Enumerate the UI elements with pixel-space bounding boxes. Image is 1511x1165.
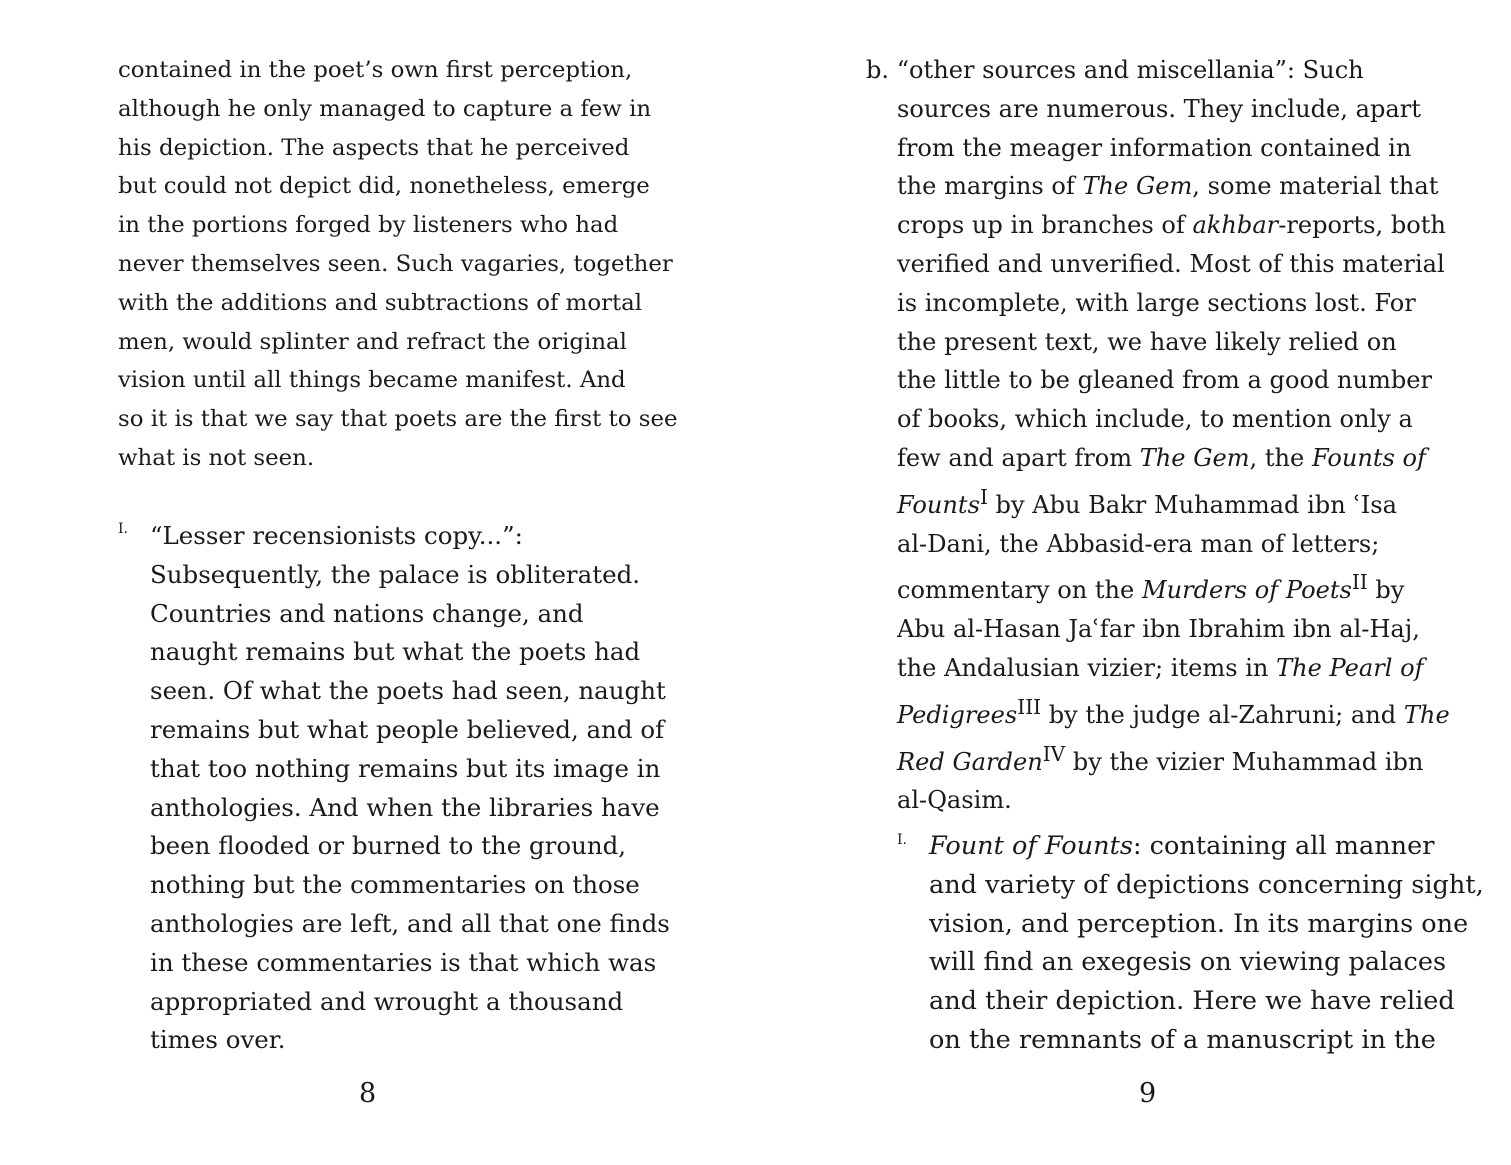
text-line: nothing but the commentaries on those [150, 870, 640, 900]
right-page [755, 0, 1511, 1165]
text-run: the Andalusian vizier; items in [897, 653, 1277, 682]
note-reference: IV [1042, 741, 1066, 766]
text-line: in these commentaries is that which was [150, 947, 657, 977]
page-number: 9 [1139, 1078, 1157, 1109]
text-run: the margins of [897, 172, 1083, 201]
page-number: 8 [359, 1078, 377, 1109]
text-run: by [1367, 576, 1405, 605]
text-line: his depiction. The aspects that he perceived [118, 134, 630, 161]
text-run: commentary on the [897, 576, 1142, 605]
footnote-paragraph [929, 827, 1484, 1060]
text-run: crops up in branches of [897, 211, 1193, 240]
text-line: Countries and nations change, and [150, 598, 584, 628]
text-line: on the remnants of a manuscript in the [929, 1024, 1436, 1055]
text-line: been flooded or burned to the ground, [150, 831, 627, 861]
book-title: The [1403, 700, 1450, 729]
text-line [866, 206, 1450, 245]
left-page [0, 0, 755, 1165]
text-line: seen. Of what the poets had seen, naught [150, 676, 666, 706]
book-title: The Gem [1139, 443, 1250, 472]
text-line: the present text, we have likely relied on [897, 327, 1397, 356]
text-line: al-Dani, the Abbasid-era man of letters; [897, 529, 1380, 558]
text-line: Abu al-Hasan Jaʿfar ibn Ibrahim ibn al-Haj, [897, 615, 1420, 644]
book-title: Fount of Founts [929, 831, 1133, 861]
text-line: men, would splinter and refract the original [118, 328, 627, 355]
text-line [866, 478, 1450, 525]
sources-entry [866, 51, 1450, 820]
text-line: from the meager information contained in [897, 133, 1412, 162]
footnote-marker: I. [118, 521, 128, 537]
text-line: appropriated and wrought a thousand [150, 986, 624, 1016]
text-run: by the vizier Muhammad ibn [1065, 747, 1424, 776]
text-line: anthologies. And when the libraries have [150, 792, 660, 822]
text-line: but could not depict did, nonetheless, emerge [118, 173, 650, 200]
book-title: Founts [897, 490, 980, 519]
text-line: and variety of depictions concerning sight, [929, 869, 1484, 900]
text-line: what is not seen. [118, 444, 315, 471]
text-line: will find an exegesis on viewing palaces [929, 947, 1447, 978]
text-line [866, 649, 1450, 688]
footnote-marker: I. [897, 832, 907, 848]
text-run: few and apart from [897, 443, 1140, 472]
text-line: contained in the poet’s own first perception, [118, 57, 633, 83]
footnote-paragraph [150, 517, 670, 1060]
note-reference: II [1351, 570, 1368, 595]
text-run: by Abu Bakr Muhammad ibn ʿIsa [987, 490, 1397, 519]
text-line: of books, which include, to mention only a [897, 405, 1413, 434]
text-line [866, 439, 1450, 478]
text-line: b. “other sources and miscellania”: Such [866, 56, 1364, 84]
text-line: the little to be gleaned from a good number [897, 366, 1433, 395]
text-line: vision until all things became manifest. And [118, 367, 626, 394]
text-line: never themselves seen. Such vagaries, together [118, 250, 673, 277]
text-line: verified and unverified. Most of this material [897, 249, 1445, 278]
intro-paragraph [118, 51, 677, 478]
text-line: times over. [150, 1025, 286, 1055]
book-title: The Gem [1082, 172, 1193, 201]
book-title: Murders of Poets [1141, 576, 1352, 605]
text-line: so it is that we say that poets are the first to see [118, 406, 678, 433]
text-line [929, 827, 1484, 866]
text-line: although he only managed to capture a few in [118, 95, 652, 122]
book-title: Pedigrees [897, 700, 1018, 729]
text-line [866, 688, 1450, 735]
term: akhbar [1192, 211, 1279, 240]
text-line [866, 167, 1450, 206]
text-line: sources are numerous. They include, apart [897, 94, 1421, 123]
text-line: naught remains but what the poets had [150, 637, 641, 667]
text-line [866, 735, 1450, 782]
text-line: is incomplete, with large sections lost. For [897, 288, 1416, 317]
text-line: with the additions and subtractions of mortal [118, 289, 643, 316]
text-line: vision, and perception. In its margins one [929, 908, 1469, 939]
text-line: that too nothing remains but its image in [150, 753, 661, 783]
text-line: al-Qasim. [897, 786, 1012, 815]
text-line: Subsequently, the palace is obliterated. [150, 559, 641, 589]
book-title: Founts of [1311, 443, 1426, 472]
text-line: and their depiction. Here we have relied [929, 986, 1455, 1017]
book-title: The Pearl of [1276, 653, 1424, 682]
text-line: remains but what people believed, and of [150, 714, 665, 744]
text-line [866, 563, 1450, 610]
note-reference: III [1017, 694, 1042, 719]
text-run: , some material that [1192, 172, 1439, 201]
book-title: Red Garden [897, 747, 1043, 776]
text-run: , the [1249, 443, 1312, 472]
text-line: in the portions forged by listeners who had [118, 212, 619, 239]
text-run: by the judge al-Zahruni; and [1041, 700, 1404, 729]
note-reference: I [979, 484, 988, 509]
text-line: anthologies are left, and all that one finds [150, 908, 670, 938]
text-run: : containing all manner [1132, 831, 1435, 861]
text-line: “Lesser recensionists copy...”: [150, 521, 523, 550]
text-run: -reports, both [1278, 211, 1446, 240]
